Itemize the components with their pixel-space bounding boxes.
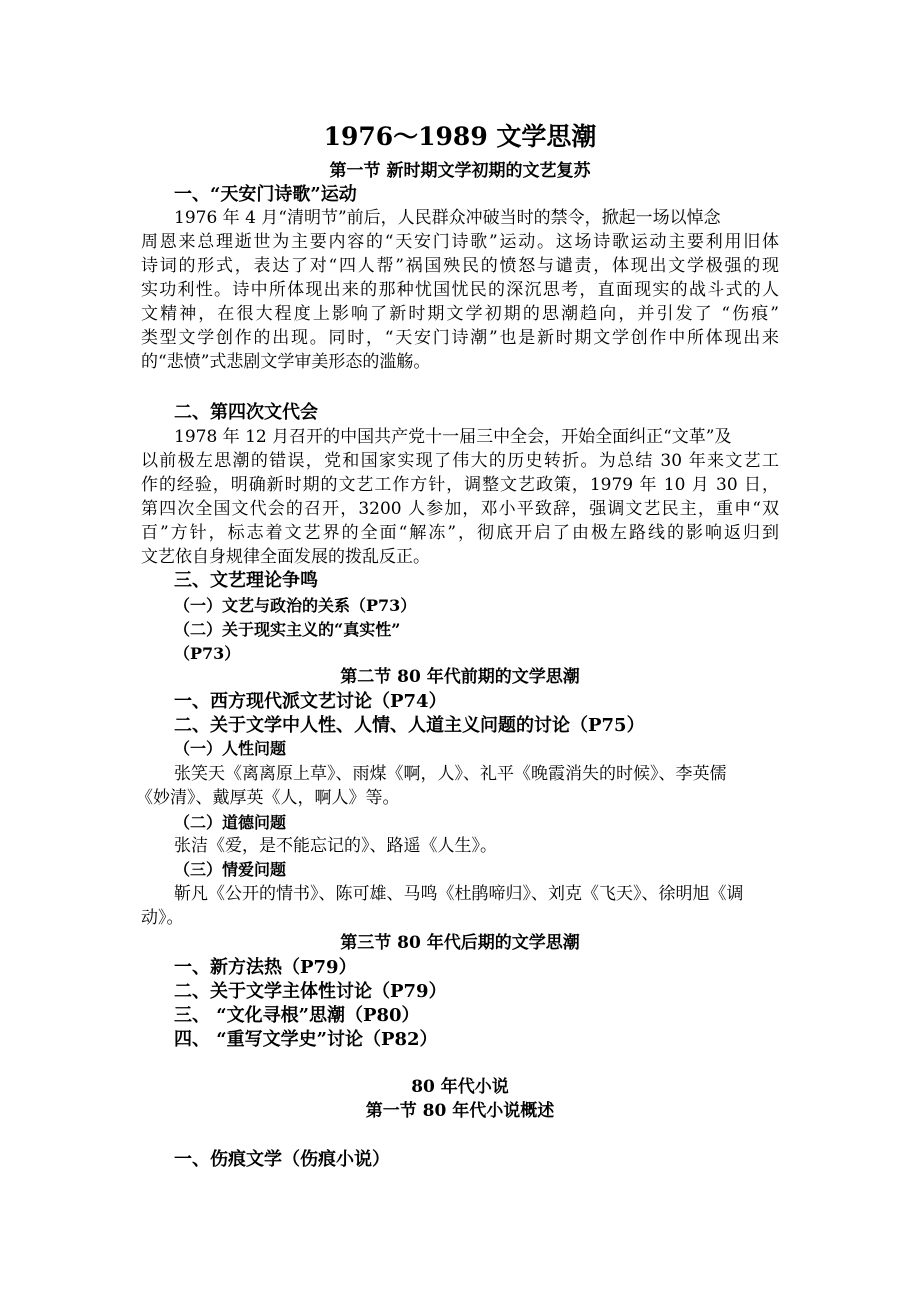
list-item: 三、 “文化寻根”思潮（P80） <box>174 1005 420 1026</box>
heading-tiananmen-poetry: 一、“天安门诗歌”运动 <box>174 184 357 205</box>
text-line: 张洁《爱，是不能忘记的》、路遥《人生》。 <box>174 836 497 856</box>
list-item: 一、新方法热（P79） <box>174 957 357 978</box>
paragraph-line: 文艺依自身规律全面发展的拨乱反正。 <box>141 547 430 567</box>
section-2-heading: 第二节 80 年代前期的文学思潮 <box>340 667 580 687</box>
text-line: 靳凡《公开的情书》、陈可雄、马鸣《杜鹃啼归》、刘克《飞天》、徐明旭《调 <box>174 884 744 904</box>
paragraph-line: 文精神，在很大程度上影响了新时期文学初期的思潮趋向，并引发了 “伤痕” <box>141 304 779 324</box>
section-3-heading: 第三节 80 年代后期的文学思潮 <box>340 933 580 953</box>
text-line: 张笑天《离离原上草》、雨煤《啊，人》、礼平《晚霞消失的时候》、李英儒 <box>174 764 727 784</box>
heading-scar-literature: 一、伤痕文学（伤痕小说） <box>174 1149 390 1170</box>
paragraph-line: 的“悲愤”式悲剧文学审美形态的滥觞。 <box>141 352 431 372</box>
paragraph-line: 实功利性。诗中所体现出来的那种忧国忧民的深沉思考，直面现实的战斗式的人 <box>141 280 779 300</box>
paragraph-line: 1978 年 12 月召开的中国共产党十一届三中全会，开始全面纠正“文革”及 <box>174 427 732 447</box>
section-1-heading: 第一节 新时期文学初期的文艺复苏 <box>329 161 591 181</box>
paragraph-line: 百”方针，标志着文艺界的全面“解冻”，彻底开启了由极左路线的影响返归到 <box>141 523 779 543</box>
subheading-morality: （二）道德问题 <box>174 813 287 832</box>
list-item: 四、 “重写文学史”讨论（P82） <box>174 1029 438 1050</box>
subheading-realism: （二）关于现实主义的“真实性” <box>174 620 401 639</box>
subheading-realism-page: （P73） <box>174 644 241 663</box>
paragraph-line: 以前极左思潮的错误，党和国家实现了伟大的历史转折。为总结 30 年来文艺工 <box>141 451 779 471</box>
heading-fourth-congress: 二、第四次文代会 <box>174 402 318 423</box>
part-2-section-1-heading: 第一节 80 年代小说概述 <box>365 1101 555 1121</box>
paragraph-line: 类型文学创作的出现。同时，“天安门诗潮”也是新时期文学创作中所体现出来 <box>141 328 779 348</box>
paragraph-line: 作的经验，明确新时期的文艺工作方针，调整文艺政策，1979 年 10 月 30 日， <box>141 475 779 495</box>
paragraph-line: 1976 年 4 月“清明节”前后，人民群众冲破当时的禁令，掀起一场以悼念 <box>174 208 721 228</box>
part-2-title: 80 年代小说 <box>411 1077 509 1097</box>
heading-theory-debate: 三、文艺理论争鸣 <box>174 570 318 591</box>
text-line: 《妙清》、戴厚英《人，啊人》等。 <box>136 788 400 808</box>
subheading-love: （三）情爱问题 <box>174 860 287 879</box>
paragraph-line: 诗词的形式，表达了对“四人帮”祸国殃民的愤怒与谴责，体现出文学极强的现 <box>141 256 779 276</box>
subheading-politics: （一）文艺与政治的关系（P73） <box>174 596 417 615</box>
heading-western-modernism: 一、西方现代派文艺讨论（P74） <box>174 691 447 712</box>
paragraph-line: 第四次全国文代会的召开，3200 人参加，邓小平致辞，强调文艺民主，重申“双 <box>141 499 779 519</box>
page-title: 1976～1989 文学思潮 <box>323 122 597 151</box>
subheading-human-nature: （一）人性问题 <box>174 739 287 758</box>
heading-humanism-debate: 二、关于文学中人性、人情、人道主义问题的讨论（P75） <box>174 715 645 736</box>
text-line: 动》。 <box>141 908 184 928</box>
paragraph-line: 周恩来总理逝世为主要内容的“天安门诗歌”运动。这场诗歌运动主要利用旧体 <box>141 232 779 252</box>
list-item: 二、关于文学主体性讨论（P79） <box>174 981 447 1002</box>
